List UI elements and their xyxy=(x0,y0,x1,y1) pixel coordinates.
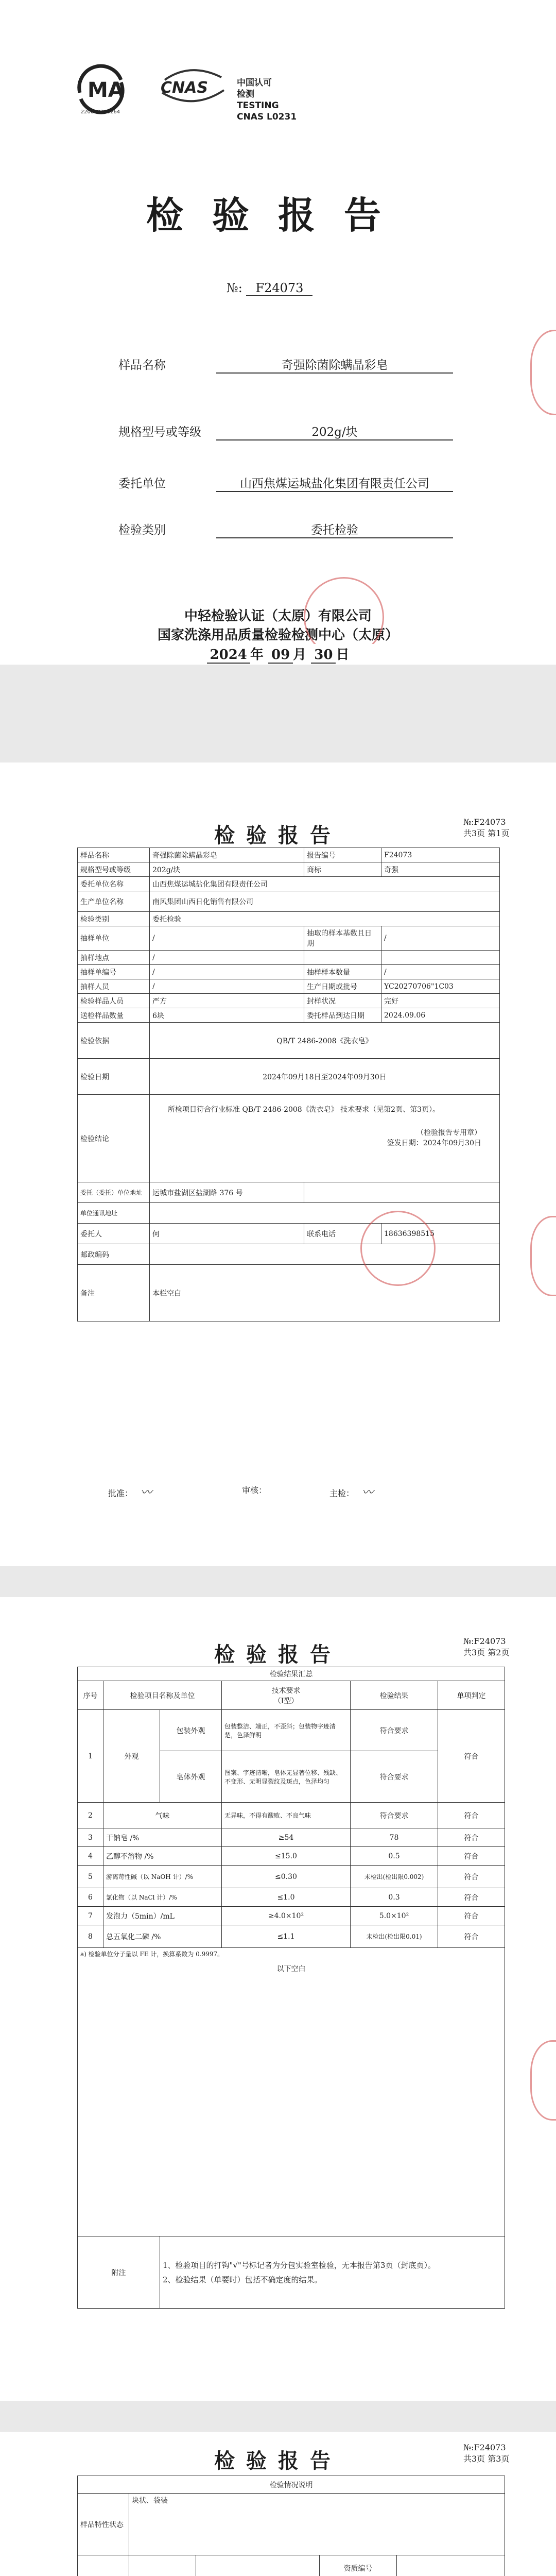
cell-value: YC20270706"1C03 xyxy=(381,979,500,994)
table-row xyxy=(78,1888,505,1907)
side-seal xyxy=(530,1216,556,1296)
row-no: 1 xyxy=(78,1710,103,1803)
official-seal xyxy=(304,577,384,644)
row-judge: 符合 xyxy=(438,1828,505,1847)
audit-signature xyxy=(242,1484,267,1496)
date-day-unit: 日 xyxy=(336,647,350,663)
cma-logo xyxy=(75,62,126,116)
table-row xyxy=(78,1925,505,1948)
stamp-text: （检验报告专用章） xyxy=(416,1129,481,1137)
cell-label: 封样状况 xyxy=(304,994,381,1008)
row-result: 未检出(检出限0.01) xyxy=(351,1925,438,1948)
period-value: 2024年09月18日至2024年09月30日 xyxy=(150,1059,500,1095)
table-row xyxy=(78,1847,505,1866)
row-judge: 符合 xyxy=(438,1866,505,1888)
header-req-text: 技术要求 xyxy=(271,1686,301,1695)
conclusion-label: 检验结论 xyxy=(78,1095,150,1182)
cover-page xyxy=(0,0,556,644)
org-name-2: 国家洗涤用品质量检验检测中心（太原） xyxy=(157,628,398,643)
sample-name-row xyxy=(118,355,453,376)
result-table xyxy=(77,1667,505,2309)
cell-label: 抽样单位 xyxy=(78,926,150,951)
cell-label xyxy=(304,951,381,965)
row-judge: 符合 xyxy=(438,1847,505,1866)
sample-state-value: 块状、袋装 xyxy=(129,2494,505,2555)
row-req: ≥54 xyxy=(222,1828,351,1847)
cell-label: 生产日期或批号 xyxy=(304,979,381,994)
official-seal xyxy=(360,1211,436,1286)
date-year-unit: 年 xyxy=(250,647,264,663)
cnas-logo-text: CNAS xyxy=(161,79,208,97)
sample-name-label: 样品名称 xyxy=(118,359,166,372)
report-page-3 xyxy=(0,2432,556,2576)
page4-title: 检验报告 xyxy=(214,2449,342,2473)
table-row xyxy=(78,1803,505,1828)
row-no: 2 xyxy=(78,1803,103,1828)
spec-row xyxy=(118,422,453,443)
cell-value: 完好 xyxy=(381,994,500,1008)
cma-logo-text: MA xyxy=(88,78,124,102)
situation-heading: 检验情况说明 xyxy=(78,2476,505,2494)
cell-value: F24073 xyxy=(381,848,500,862)
approve-signature xyxy=(108,1484,152,1500)
row-item: 游离苛性碱（以 NaOH 计）/% xyxy=(103,1866,222,1888)
cell-label: 委托样品到达日期 xyxy=(304,1008,381,1023)
page3-title: 检验报告 xyxy=(214,1642,342,1667)
page2-title: 检验报告 xyxy=(214,823,342,848)
report-info-table xyxy=(77,848,500,1321)
spec-label: 规格型号或等级 xyxy=(118,426,201,439)
approve-label: 批准： xyxy=(108,1488,133,1498)
cell-value: / xyxy=(150,926,304,951)
row-req: ≤1.1 xyxy=(222,1925,351,1948)
page4-meta xyxy=(463,2442,509,2465)
phone-value: 18636398515 xyxy=(381,1224,500,1244)
subcontract-label xyxy=(78,2555,129,2576)
cell-label: 样品名称 xyxy=(78,848,150,862)
cnas-line2: 检测 xyxy=(237,89,254,99)
test-type-value: 委托检验 xyxy=(216,520,453,538)
situation-table xyxy=(77,2476,505,2576)
address-label: 委托（委托）单位地址 xyxy=(78,1182,150,1203)
cell-label: 抽样样本数量 xyxy=(304,965,381,979)
date-day: 30 xyxy=(311,647,336,664)
row-result: 0.3 xyxy=(351,1888,438,1907)
table-row xyxy=(78,1866,505,1888)
cell-value: / xyxy=(150,951,304,965)
note-1: 1、检验项目的打钩"√"号标记者为分包实验室检验，无本报告第3页（封底页）。 xyxy=(163,2260,436,2270)
cnas-line4: CNAS L0231 xyxy=(237,112,297,122)
remark-value: 本栏空白 xyxy=(150,1265,500,1321)
cell-label: 委托单位名称 xyxy=(78,877,150,891)
header-judgement: 单项判定 xyxy=(438,1681,505,1710)
header-item: 检验项目名称及单位 xyxy=(103,1681,222,1710)
note-2: 2、检验结果（单要时）包括不确定度的结果。 xyxy=(163,2275,322,2284)
row-item: 气味 xyxy=(103,1803,222,1828)
footnote: a) 检验单位分子量以 FE 计，换算系数为 0.9997。 xyxy=(80,1951,224,1958)
cell-value: 奇强 xyxy=(381,862,500,877)
cell-label: 生产单位名称 xyxy=(78,891,150,912)
cell-value: 2024.09.06 xyxy=(381,1008,500,1023)
row-req: 图案、字迹清晰，皂体无显著位移、残缺、不变形、无明显裂纹及斑点，色泽均匀 xyxy=(222,1751,351,1803)
contact-value: 何 xyxy=(150,1224,304,1244)
spec-value: 202g/块 xyxy=(216,422,453,440)
row-no: 5 xyxy=(78,1866,103,1888)
main-signature xyxy=(329,1484,373,1500)
cnas-line3: TESTING xyxy=(237,100,279,111)
cell-value: 6块 xyxy=(150,1008,304,1023)
date-month: 09 xyxy=(268,647,293,664)
row-result: 78 xyxy=(351,1828,438,1847)
row-result: 0.5 xyxy=(351,1847,438,1866)
address-value: 运城市盐湖区盐湖路 376 号 xyxy=(150,1182,304,1203)
client-label: 委托单位 xyxy=(118,477,166,490)
sample-name-value: 奇强除菌除螨晶彩皂 xyxy=(216,355,453,374)
row-req: ≤0.30 xyxy=(222,1866,351,1888)
period-label: 检验日期 xyxy=(78,1059,150,1095)
row-no: 8 xyxy=(78,1925,103,1948)
cell-value: 202g/块 xyxy=(150,862,304,877)
cell-label: 规格型号或等级 xyxy=(78,862,150,877)
cell-label: 检验类别 xyxy=(78,912,150,926)
org-name-1: 中轻检验认证（太原）有限公司 xyxy=(184,608,372,624)
side-seal xyxy=(530,2040,556,2121)
cell-label: 抽样地点 xyxy=(78,951,150,965)
basis-label: 检验依据 xyxy=(78,1023,150,1059)
row-result: 5.0×10² xyxy=(351,1907,438,1925)
table-row xyxy=(78,1828,505,1847)
page3-meta xyxy=(463,1636,509,1658)
cell-label: 商标 xyxy=(304,862,381,877)
date-year: 2024 xyxy=(207,647,250,664)
row-req: 无异味，不得有酸败、不良气味 xyxy=(222,1803,351,1828)
row-no: 7 xyxy=(78,1907,103,1925)
cell-value: / xyxy=(381,965,500,979)
row-subitem: 皂体外观 xyxy=(160,1751,222,1803)
subcontract-lab-label xyxy=(129,2555,196,2576)
side-seal xyxy=(530,330,556,415)
row-item: 氯化物（以 NaCl 计）/% xyxy=(103,1888,222,1907)
row-judge: 符合 xyxy=(438,1710,505,1803)
cell-label: 检验样品人员 xyxy=(78,994,150,1008)
row-result: 符合要求 xyxy=(351,1710,438,1751)
row-subitem: 包装外观 xyxy=(160,1710,222,1751)
blank-area xyxy=(78,1948,505,2236)
row-no: 3 xyxy=(78,1828,103,1847)
page2-report-no: №:F24073 xyxy=(463,817,506,827)
unit-address-label: 单位通讯地址 xyxy=(78,1203,150,1224)
row-no: 6 xyxy=(78,1888,103,1907)
test-type-label: 检验类别 xyxy=(118,523,166,537)
row-item: 乙醇不溶物 /% xyxy=(103,1847,222,1866)
basis-value: QB/T 2486-2008《洗衣皂》 xyxy=(150,1023,500,1059)
row-judge: 符合 xyxy=(438,1907,505,1925)
row-judge: 符合 xyxy=(438,1925,505,1948)
audit-label: 审核： xyxy=(242,1485,267,1495)
cnas-logo xyxy=(154,64,232,108)
page2-meta xyxy=(463,817,509,839)
row-result: 符合要求 xyxy=(351,1751,438,1803)
header-requirement xyxy=(222,1681,351,1710)
cell-value: 委托检验 xyxy=(150,912,500,926)
header-req-std: （Ⅰ型） xyxy=(273,1697,299,1705)
remark-label: 备注 xyxy=(78,1265,150,1321)
row-result: 符合要求 xyxy=(351,1803,438,1828)
header-result: 检验结果 xyxy=(351,1681,438,1710)
cell-value: / xyxy=(150,979,304,994)
main-label: 主检： xyxy=(329,1488,355,1498)
row-req: 包装整洁、端正，不歪斜；包装物字迹清楚，色泽鲜明 xyxy=(222,1710,351,1751)
cma-number: 220010349264 xyxy=(80,109,120,115)
conclusion-cell xyxy=(150,1095,500,1182)
handwritten-signature: 〰 xyxy=(141,1486,152,1499)
summary-heading: 检验结果汇总 xyxy=(78,1667,505,1681)
page4-page-count: 共3页 第3页 xyxy=(463,2454,510,2464)
cell-label: 报告编号 xyxy=(304,848,381,862)
table-row xyxy=(78,1710,505,1751)
cert-no-label: 资质编号 xyxy=(320,2555,397,2576)
contact-label: 委托人 xyxy=(78,1224,150,1244)
report-page-1 xyxy=(0,762,556,1566)
date-month-unit: 月 xyxy=(293,647,307,663)
notes-cell xyxy=(160,2236,505,2309)
report-number-label: №: xyxy=(227,281,242,295)
cell-label: 抽样单编号 xyxy=(78,965,150,979)
cnas-line1: 中国认可 xyxy=(237,78,272,88)
report-number-value: F24073 xyxy=(246,281,312,296)
row-result: 未检出(检出限0.002) xyxy=(351,1866,438,1888)
row-item: 干钠皂 /% xyxy=(103,1828,222,1847)
issue-date: 签发日期：2024年09月30日 xyxy=(387,1139,481,1147)
report-title: 检验报告 xyxy=(146,193,410,237)
cell-value: 南风集团山西日化销售有限公司 xyxy=(150,891,500,912)
cell-value: / xyxy=(381,926,500,951)
row-req: ≤15.0 xyxy=(222,1847,351,1866)
handwritten-signature: 〰 xyxy=(362,1486,374,1499)
page3-page-count: 共3页 第2页 xyxy=(463,1648,510,1657)
blank-marker: 以下空白 xyxy=(276,1965,306,1973)
cell-value: 奇强除菌除螨晶彩皂 xyxy=(150,848,304,862)
row-no: 4 xyxy=(78,1847,103,1866)
row-item: 总五氧化二磷 /% xyxy=(103,1925,222,1948)
report-number xyxy=(227,281,312,296)
notes-label: 附注 xyxy=(78,2236,160,2309)
cell-label: 送检样品数量 xyxy=(78,1008,150,1023)
report-page-2 xyxy=(0,1597,556,2401)
row-item: 外观 xyxy=(103,1710,160,1803)
row-req: ≤1.0 xyxy=(222,1888,351,1907)
cell-value: / xyxy=(150,965,304,979)
cell-label: 抽取的样本基数且日期 xyxy=(304,926,381,951)
report-date xyxy=(0,644,556,665)
page2-page-count: 共3页 第1页 xyxy=(463,828,510,838)
row-item: 发泡力（5min）/mL xyxy=(103,1907,222,1925)
cnas-accreditation-text xyxy=(237,77,297,123)
conclusion-text: 所检项目符合行业标准 QB/T 2486-2008《洗衣皂》 技术要求（见第2页、第3页）。 xyxy=(168,1106,440,1114)
page4-report-no: №:F24073 xyxy=(463,2443,506,2452)
cell-label: 抽样人员 xyxy=(78,979,150,994)
row-judge: 符合 xyxy=(438,1803,505,1828)
postcode-label: 邮政编码 xyxy=(78,1244,150,1265)
cell-value: 山西焦煤运城盐化集团有限责任公司 xyxy=(150,877,500,891)
sample-state-label: 样品特性状态 xyxy=(78,2494,129,2555)
cell-value: 严方 xyxy=(150,994,304,1008)
client-row xyxy=(118,474,453,495)
phone-label: 联系电话 xyxy=(304,1224,381,1244)
page3-report-no: №:F24073 xyxy=(463,1636,506,1646)
header-no: 序号 xyxy=(78,1681,103,1710)
test-type-row xyxy=(118,520,453,541)
table-row xyxy=(78,1907,505,1925)
row-judge: 符合 xyxy=(438,1888,505,1907)
client-value: 山西焦煤运城盐化集团有限责任公司 xyxy=(216,474,453,492)
row-req: ≥4.0×10² xyxy=(222,1907,351,1925)
